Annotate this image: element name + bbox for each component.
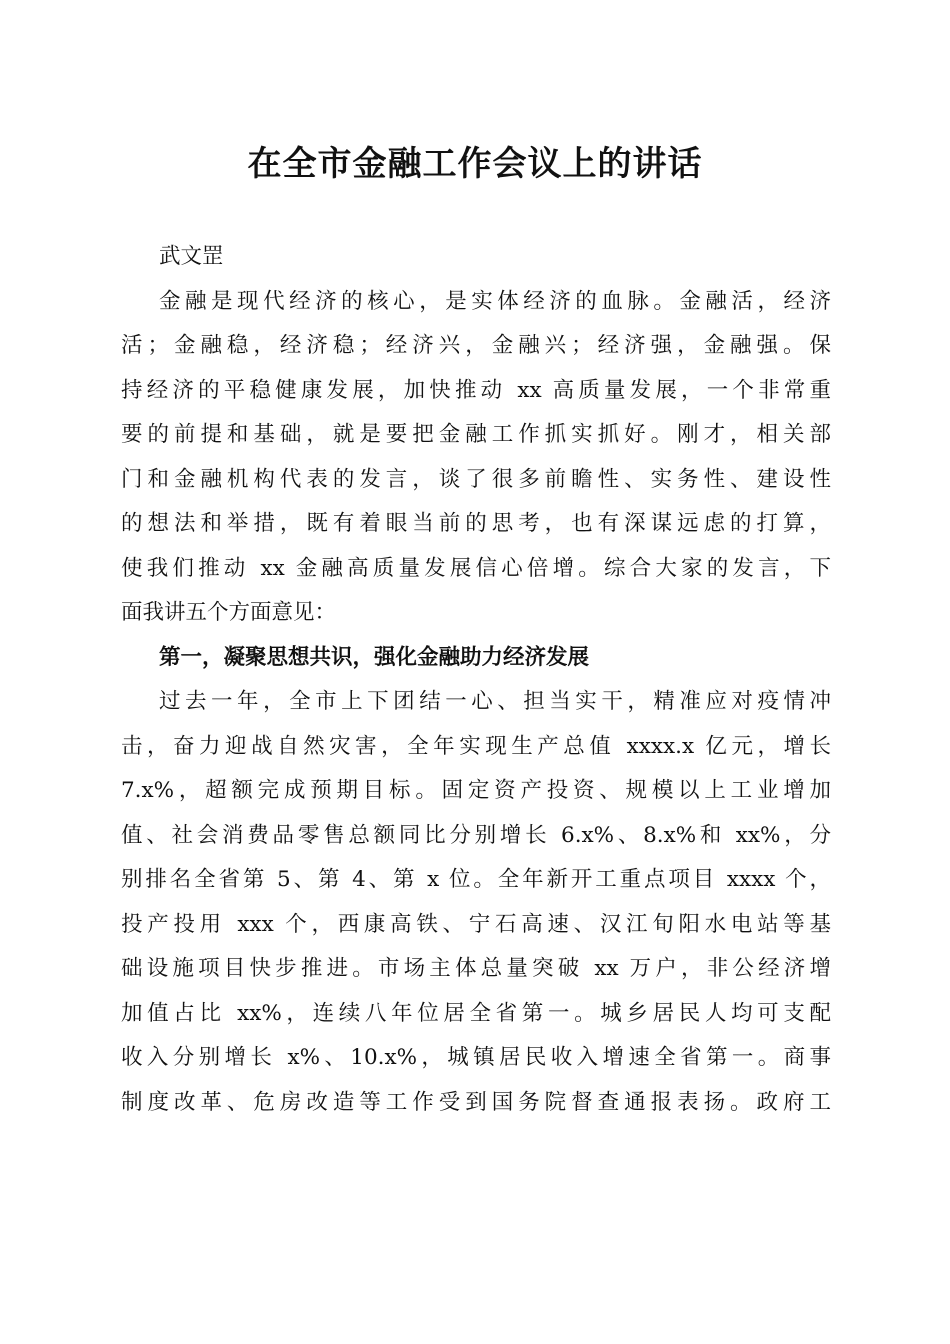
text-line: 收入分别增长 x%、10.x%，城镇居民收入增速全省第一。商事: [121, 1045, 831, 1070]
text-line: 金融是现代经济的核心，是实体经济的血脉。金融活，经济: [159, 288, 831, 314]
document-title: 在全市金融工作会议上的讲话: [247, 144, 703, 184]
text-line: 加值占比 xx%，连续八年位居全省第一。城乡居民人均可支配: [121, 1000, 831, 1026]
text-line: 7.x%，超额完成预期目标。固定资产投资、规模以上工业增加: [121, 778, 831, 803]
text-line: 门和金融机构代表的发言，谈了很多前瞻性、实务性、建设性: [121, 466, 831, 492]
text-line: 投产投用 xxx 个，西康高铁、宁石高速、汉江旬阳水电站等基: [121, 911, 831, 937]
text-line: 的想法和举措，既有着眼当前的思考，也有深谋远虑的打算，: [121, 511, 831, 536]
text-line: 活；金融稳，经济稳；经济兴，金融兴；经济强，金融强。保: [121, 333, 831, 358]
text-line: 别排名全省第 5、第 4、第 x 位。全年新开工重点项目 xxxx 个，: [121, 867, 831, 892]
text-line: 制度改革、危房改造等工作受到国务院督查通报表扬。政府工: [121, 1089, 831, 1115]
section1-paragraph: [121, 680, 831, 1125]
text-line: 础设施项目快步推进。市场主体总量突破 xx 万户，非公经济增: [121, 956, 831, 981]
intro-paragraph: [121, 280, 831, 636]
text-line: 持经济的平稳健康发展，加快推动 xx 高质量发展，一个非常重: [121, 377, 831, 403]
section-heading: 第一，凝聚思想共识，强化金融助力经济发展: [159, 644, 590, 670]
author: 武文罡: [159, 244, 224, 269]
text-line: 过去一年，全市上下团结一心、担当实干，精准应对疫情冲: [159, 689, 831, 714]
text-line: 击，奋力迎战自然灾害，全年实现生产总值 xxxx.x 亿元，增长: [121, 733, 831, 759]
text-line: 使我们推动 xx 金融高质量发展信心倍增。综合大家的发言，下: [121, 555, 831, 581]
text-line: 值、社会消费品零售总额同比分别增长 6.x%、8.x%和 xx%，分: [121, 822, 831, 848]
text-line: 面我讲五个方面意见：: [121, 600, 337, 625]
document-body: [121, 235, 831, 1125]
text-line: 要的前提和基础，就是要把金融工作抓实抓好。刚才，相关部: [121, 422, 831, 447]
